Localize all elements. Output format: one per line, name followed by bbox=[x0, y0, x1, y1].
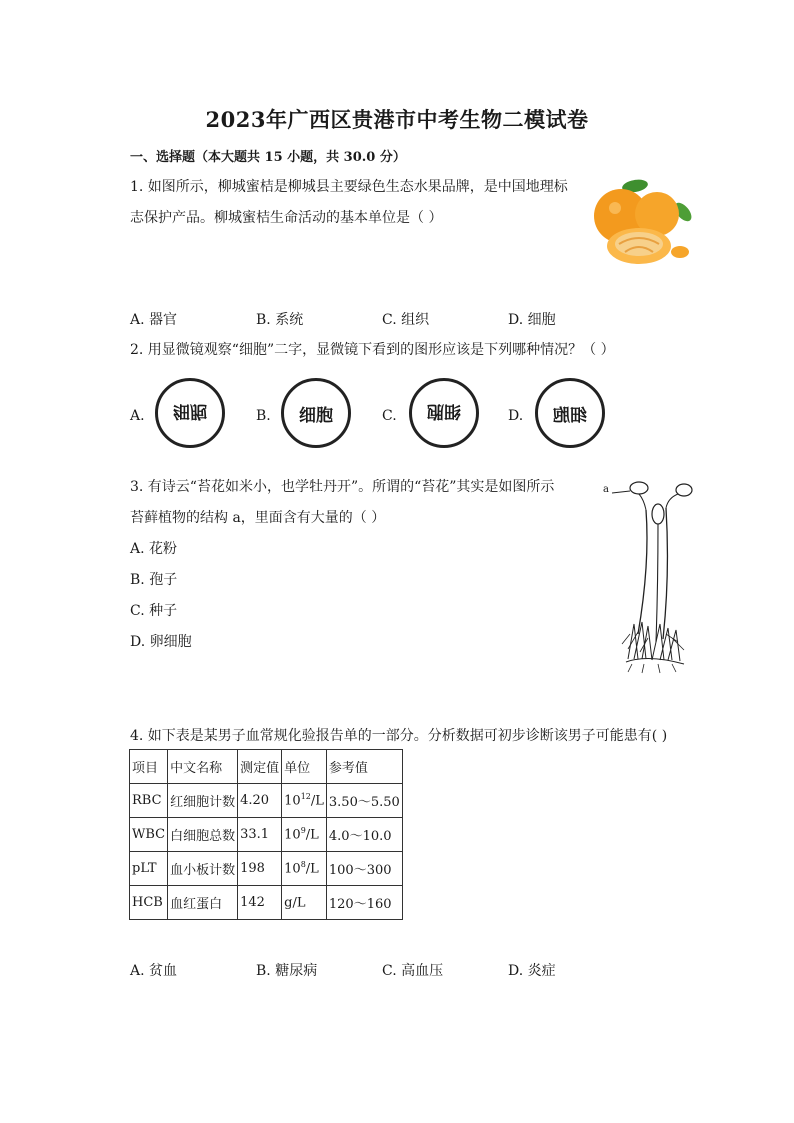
table-row bbox=[130, 886, 403, 920]
page-title: 2023年广西区贵港市中考生物二模试卷 bbox=[205, 107, 589, 132]
q2-circle-d bbox=[535, 378, 605, 448]
table-row bbox=[130, 784, 403, 818]
q2-circle-a-text: 细胞 bbox=[173, 400, 207, 421]
q2-circle-d-text: 细胞 bbox=[553, 405, 587, 426]
q2-option-b[interactable]: B. bbox=[256, 408, 271, 424]
q4-option-b[interactable]: B. 糖尿病 bbox=[256, 963, 318, 979]
q2-option-d[interactable]: D. bbox=[508, 408, 524, 424]
q2-text-line1: 2. 用显微镜观察“细胞”二字，显微镜下看到的图形应该是下列哪种情况？（ ） bbox=[130, 342, 615, 358]
q3-option-d[interactable]: D. 卵细胞 bbox=[130, 634, 192, 650]
table-cell-unit: g/L bbox=[282, 886, 327, 920]
table-header-cell: 测定值 bbox=[238, 750, 282, 784]
table-cell-value: 33.1 bbox=[238, 818, 282, 852]
q1-text-line2: 志保护产品。柳城蜜桔生命活动的基本单位是（ ） bbox=[130, 210, 443, 226]
table-cell-unit: $10^{12}/L$ bbox=[282, 784, 327, 818]
q2-option-a[interactable]: A. bbox=[130, 408, 145, 424]
q2-circle-b bbox=[281, 378, 351, 448]
blood-test-table bbox=[129, 749, 403, 920]
q4-text-line1: 4. 如下表是某男子血常规化验报告单的一部分。分析数据可初步诊断该男子可能患有( ) bbox=[130, 728, 668, 744]
q3-option-a[interactable]: A. 花粉 bbox=[130, 541, 178, 557]
section-heading: 一、选择题（本大题共 15 小题，共 30.0 分） bbox=[130, 150, 406, 165]
q2-circle-a bbox=[155, 378, 225, 448]
table-cell-value: 198 bbox=[238, 852, 282, 886]
mandarin-orange-image bbox=[585, 172, 697, 270]
table-row bbox=[130, 852, 403, 886]
q2-circle-b-text: 细胞 bbox=[299, 405, 333, 426]
table-cell-unit: $10^8/L$ bbox=[282, 852, 327, 886]
table-cell-ref: 3.50～5.50 bbox=[326, 784, 402, 818]
q1-text-line1: 1. 如图所示，柳城蜜桔是柳城县主要绿色生态水果品牌，是中国地理标 bbox=[130, 179, 568, 195]
table-cell-item: pLT bbox=[130, 852, 168, 886]
table-cell-value: 4.20 bbox=[238, 784, 282, 818]
q1-option-d[interactable]: D. 细胞 bbox=[508, 312, 556, 328]
q4-option-a[interactable]: A. 贫血 bbox=[130, 963, 178, 979]
q4-option-d[interactable]: D. 炎症 bbox=[508, 963, 556, 979]
q3-text-line2: 苔藓植物的结构 a，里面含有大量的（ ） bbox=[130, 510, 386, 526]
q3-option-c[interactable]: C. 种子 bbox=[130, 603, 178, 619]
q2-circle-c-text: 细胞 bbox=[427, 400, 461, 421]
moss-plant-figure bbox=[608, 474, 698, 674]
table-cell-name: 白细胞总数 bbox=[168, 818, 238, 852]
table-cell-value: 142 bbox=[238, 886, 282, 920]
moss-label-a: a bbox=[603, 484, 609, 495]
q3-text-line1: 3. 有诗云“苔花如米小，也学牡丹开”。所谓的“苔花”其实是如图所示 bbox=[130, 479, 555, 495]
table-cell-unit: $10^9/L$ bbox=[282, 818, 327, 852]
table-cell-ref: 120～160 bbox=[326, 886, 402, 920]
table-header-cell: 中文名称 bbox=[168, 750, 238, 784]
q1-option-b[interactable]: B. 系统 bbox=[256, 312, 304, 328]
q2-circle-c bbox=[409, 378, 479, 448]
q3-option-b[interactable]: B. 孢子 bbox=[130, 572, 178, 588]
table-header-cell: 参考值 bbox=[326, 750, 402, 784]
table-row bbox=[130, 818, 403, 852]
table-cell-name: 血红蛋白 bbox=[168, 886, 238, 920]
table-cell-ref: 4.0～10.0 bbox=[326, 818, 402, 852]
q2-option-c[interactable]: C. bbox=[382, 408, 397, 424]
table-cell-ref: 100～300 bbox=[326, 852, 402, 886]
table-cell-name: 血小板计数 bbox=[168, 852, 238, 886]
table-cell-name: 红细胞计数 bbox=[168, 784, 238, 818]
table-cell-item: WBC bbox=[130, 818, 168, 852]
table-header-cell: 单位 bbox=[282, 750, 327, 784]
table-cell-item: HCB bbox=[130, 886, 168, 920]
q1-option-c[interactable]: C. 组织 bbox=[382, 312, 430, 328]
table-header-cell: 项目 bbox=[130, 750, 168, 784]
q4-option-c[interactable]: C. 高血压 bbox=[382, 963, 444, 979]
table-cell-item: RBC bbox=[130, 784, 168, 818]
table-header-row bbox=[130, 750, 403, 784]
q1-option-a[interactable]: A. 器官 bbox=[130, 312, 178, 328]
